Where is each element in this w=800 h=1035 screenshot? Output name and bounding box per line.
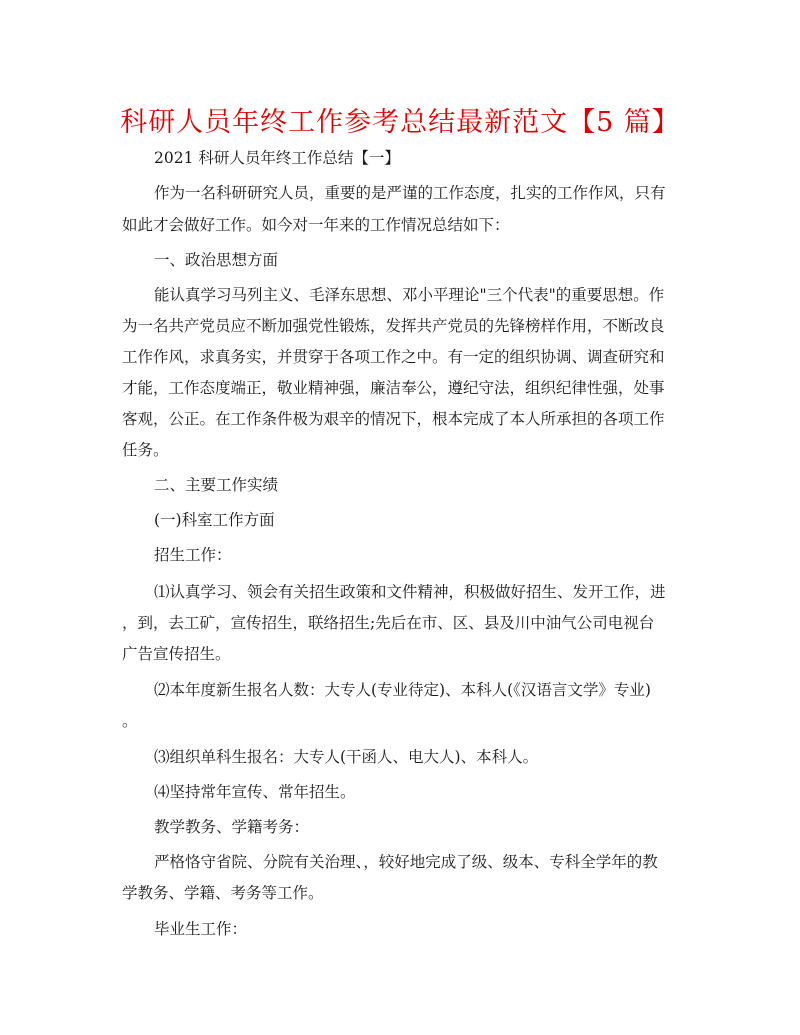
paragraph-line: 严格恪守省院、分院有关治理、，较好地完成了级、级本、专科全学年的教	[154, 853, 658, 871]
paragraph-line: 如此才会做好工作。如今对一年来的工作情况总结如下：	[122, 216, 510, 234]
paragraph-line: 才能，工作态度端正，敬业精神强，廉洁奉公，遵纪守法，组织纪律性强，处事	[122, 379, 665, 397]
section-heading-1: 2021 科研人员年终工作总结【一】	[154, 149, 400, 167]
paragraph-line: 工作作风，求真务实，并贯穿于各项工作之中。有一定的组织协调、调查研究和	[122, 348, 665, 366]
paragraph-line: 。	[122, 712, 138, 730]
paragraph-line: 能认真学习马列主义、毛泽东思想、邓小平理论"三个代表"的重要思想。作	[154, 286, 665, 304]
paragraph-line: ⑴认真学习、领会有关招生政策和文件精神，积极做好招生、发开工作，进	[154, 583, 666, 601]
paragraph-line: 任务。	[122, 441, 169, 459]
paragraph-line: ⑵本年度新生报名人数：大专人(专业待定)、本科人(《汉语言文学》专业)	[154, 681, 651, 699]
paragraph-line: 作为一名科研研究人员，重要的是严谨的工作态度，扎实的工作作风，只有	[154, 184, 666, 202]
subsection-heading: 毕业生工作：	[154, 920, 248, 938]
document-title: 科研人员年终工作参考总结最新范文【5 篇】	[120, 107, 680, 138]
paragraph-line: 学教务、学籍、考务等工作。	[122, 884, 324, 902]
paragraph-line: ⑶组织单科生报名：大专人(干函人、电大人)、本科人。	[154, 748, 539, 766]
section-heading: 二、主要工作实绩	[154, 476, 279, 494]
paragraph-line: ，到，去工矿，宣传招生，联络招生;先后在市、区、县及川中油气公司电视台	[122, 614, 655, 632]
subsection-heading: (一)科室工作方面	[154, 511, 275, 529]
paragraph-line: 广告宣传招生。	[122, 645, 231, 663]
paragraph-line: 为一名共产党员应不断加强党性锻炼，发挥共产党员的先锋榜样作用，不断改良	[122, 317, 665, 335]
subsection-heading: 招生工作：	[154, 546, 232, 564]
section-heading: 一、政治思想方面	[154, 251, 279, 269]
subsection-heading: 教学教务、学籍考务：	[154, 818, 310, 836]
paragraph-line: 客观，公正。在工作条件极为艰辛的情况下，根本完成了本人所承担的各项工作	[122, 410, 665, 428]
paragraph-line: ⑷坚持常年宣传、常年招生。	[154, 783, 356, 801]
